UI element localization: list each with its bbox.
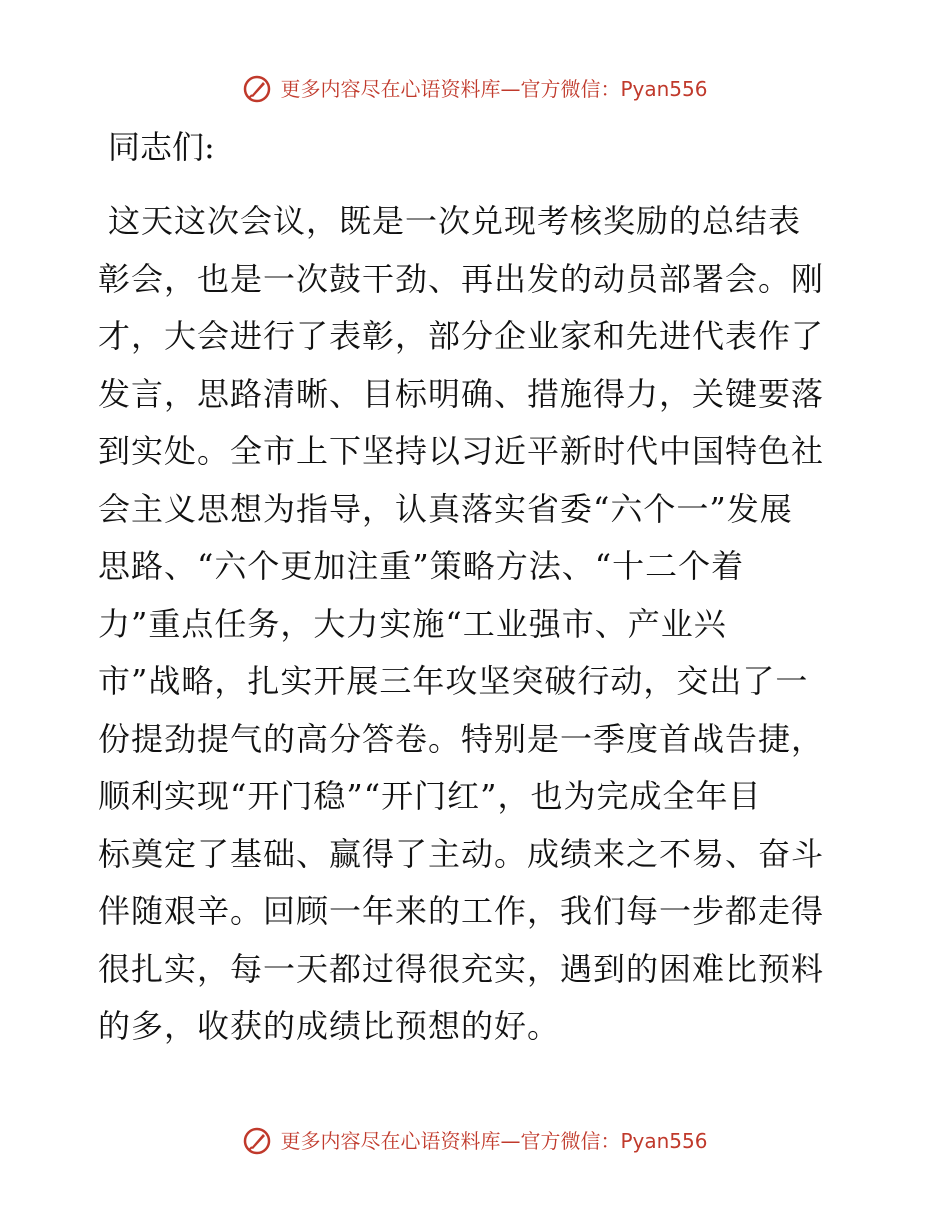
body-line: 才，大会进行了表彰，部分企业家和先进代表作了	[98, 317, 825, 355]
body-line: 力”重点任务，大力实施“工业强市、产业兴	[98, 604, 727, 643]
body-line: 这天这次会议，既是一次兑现考核奖励的总结表	[108, 202, 802, 240]
greeting: 同志们:	[108, 128, 215, 166]
body-line: 思路、“六个更加注重”策略方法、“十二个着	[98, 547, 745, 585]
footer-banner	[0, 1126, 950, 1156]
body-line: 彰会，也是一次鼓干劲、再出发的动员部署会。刚	[98, 259, 825, 298]
body-line: 顺利实现“开门稳”“开门红”，也为完成全年目	[98, 777, 762, 815]
body-line: 到实处。全市上下坚持以习近平新时代中国特色社	[98, 432, 825, 470]
body-line: 发言，思路清晰、目标明确、措施得力，关键要落	[98, 374, 825, 413]
body-line: 的多，收获的成绩比预想的好。	[98, 1007, 561, 1045]
body-line: 会主义思想为指导，认真落实省委“六个一”发展	[98, 489, 793, 528]
body-line: 伴随艰辛。回顾一年来的工作，我们每一步都走得	[98, 892, 825, 930]
footer-banner-text: 更多内容尽在心语资料库—官方微信：Pyan556	[280, 1129, 708, 1153]
body-line: 市”战略，扎实开展三年攻坚突破行动，交出了一	[98, 662, 809, 700]
body-line: 份提劲提气的高分答卷。特别是一季度首战告捷，	[98, 719, 825, 758]
body-line: 很扎实，每一天都过得很充实，遇到的困难比预料	[98, 949, 825, 988]
quill-logo-icon	[242, 1126, 272, 1156]
document-body	[98, 193, 858, 1056]
header-banner-text: 更多内容尽在心语资料库—官方微信：Pyan556	[280, 77, 708, 101]
header-banner	[0, 74, 950, 104]
body-line: 标奠定了基础、赢得了主动。成绩来之不易、奋斗	[98, 834, 825, 873]
quill-logo-icon	[242, 74, 272, 104]
